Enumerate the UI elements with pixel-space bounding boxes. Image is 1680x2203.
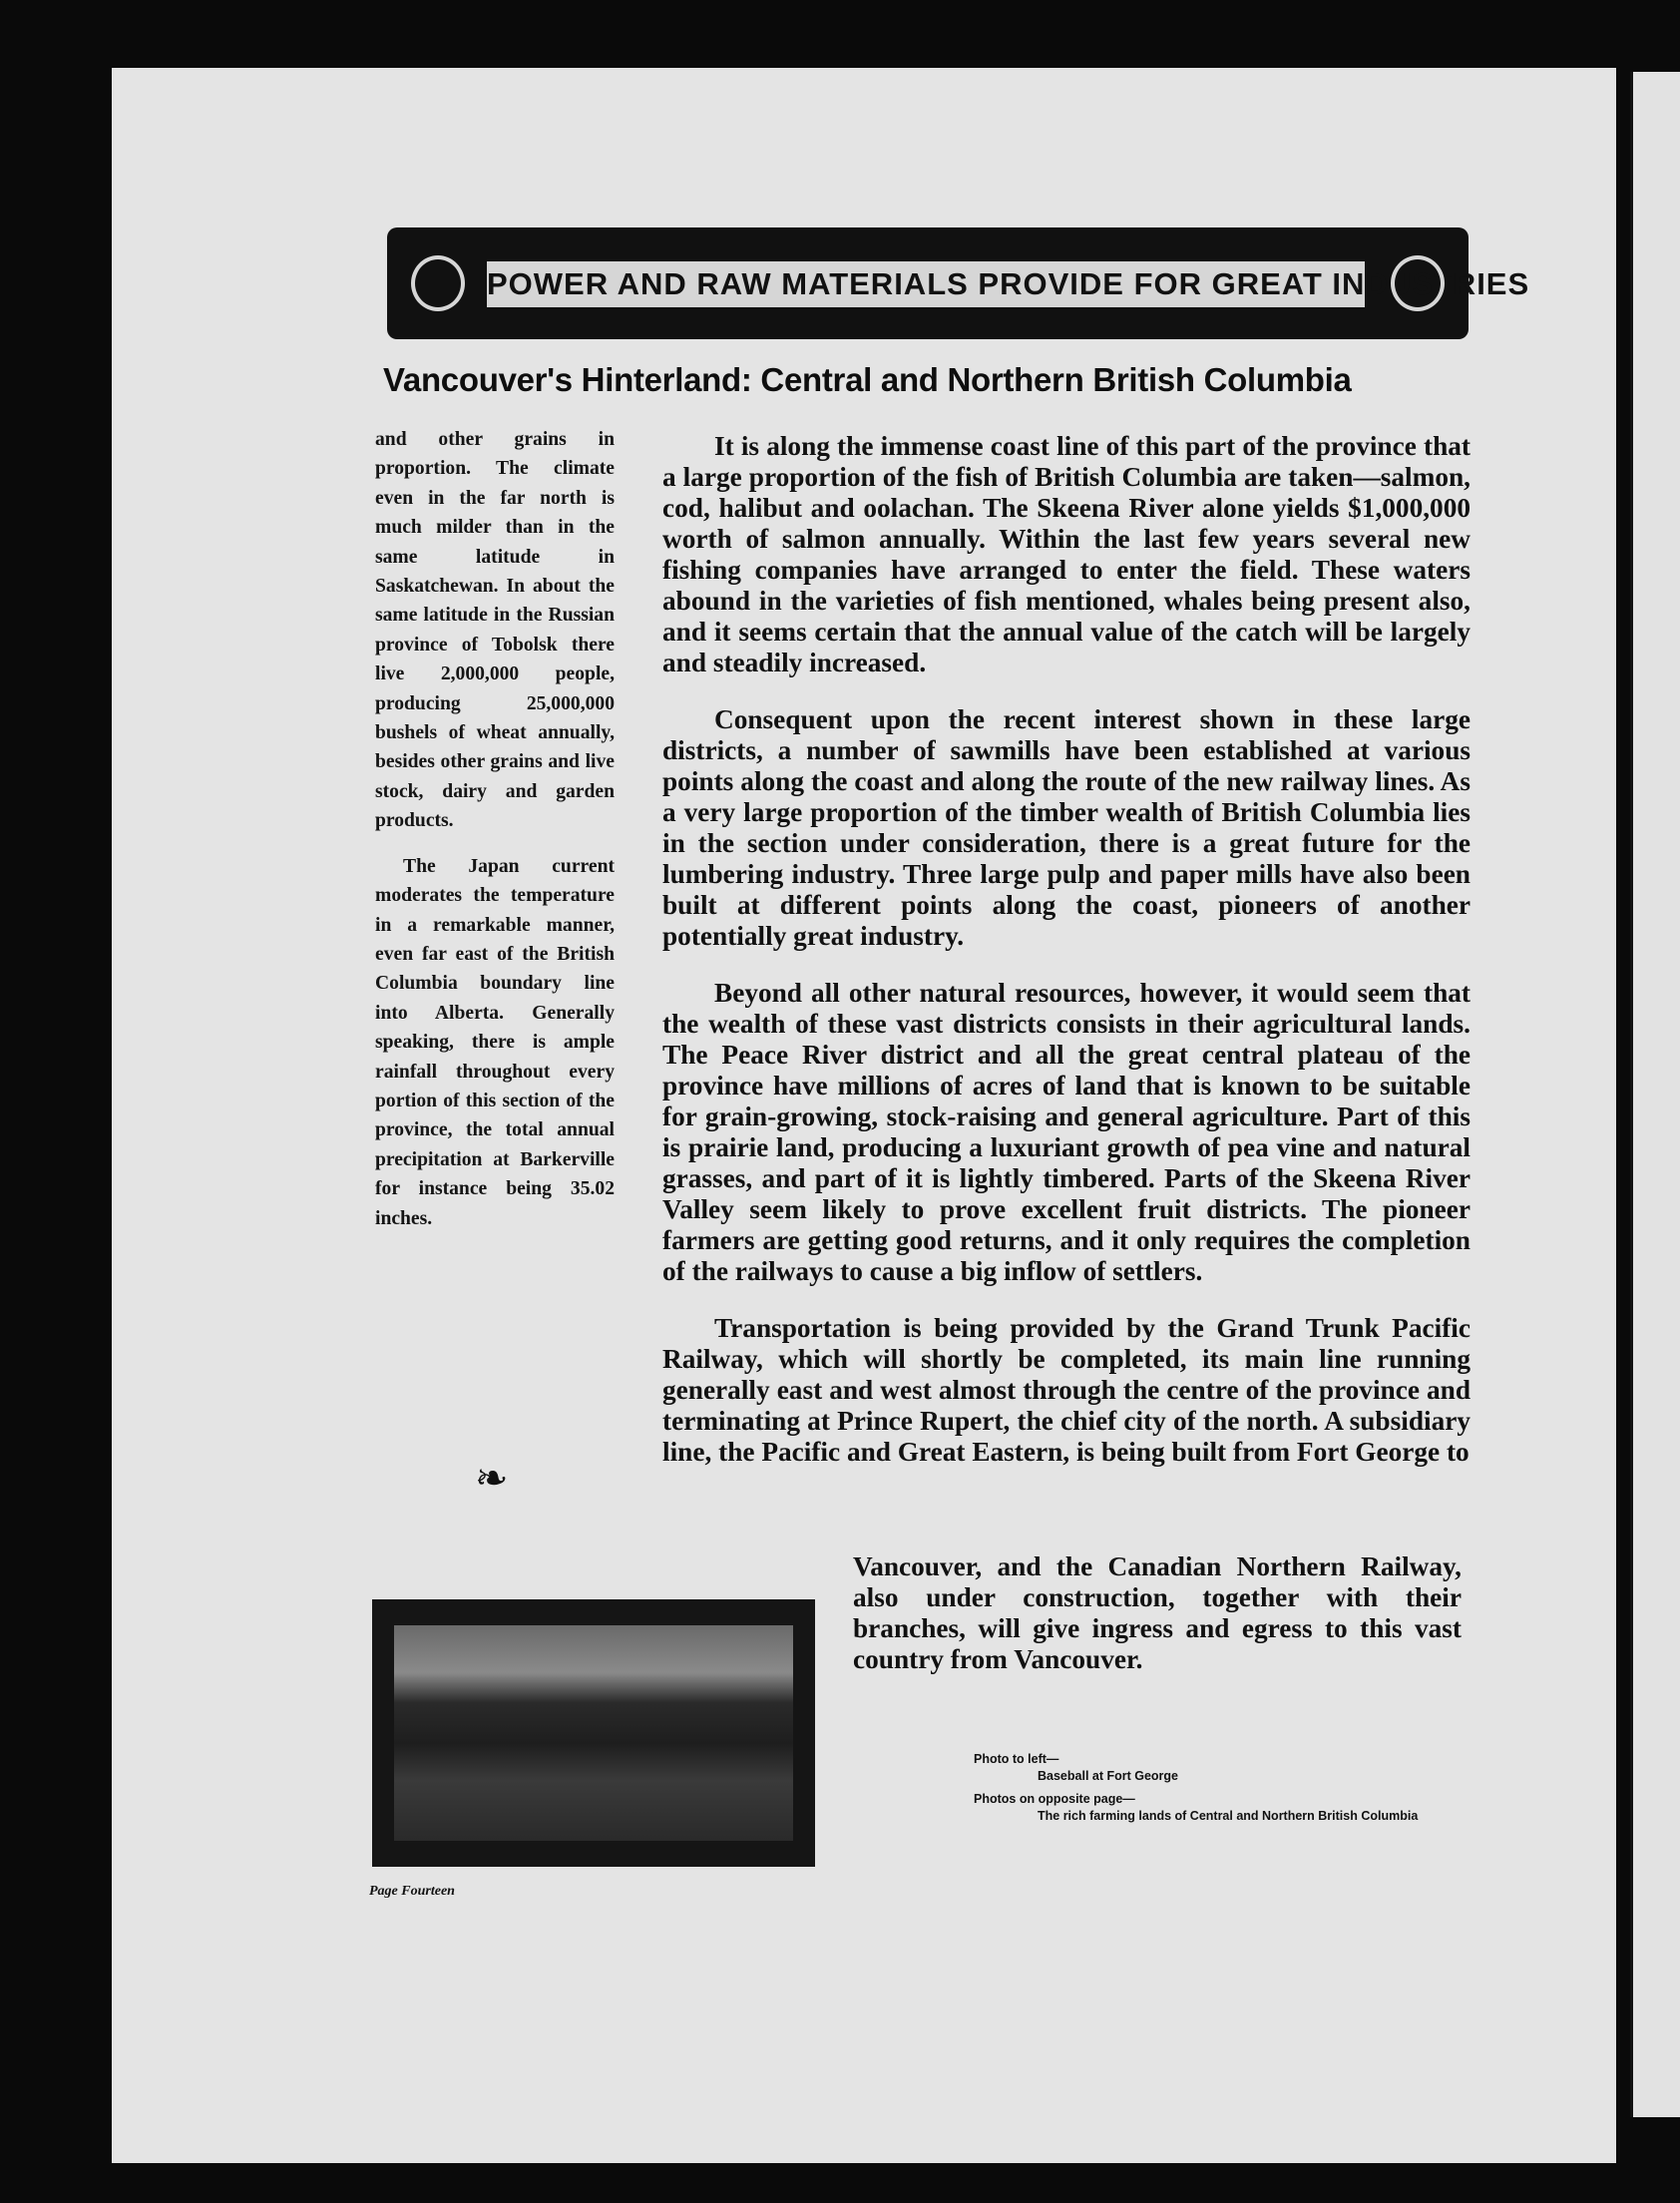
adjacent-page-edge bbox=[1630, 72, 1680, 2117]
caption-left-text: Baseball at Fort George bbox=[1038, 1769, 1179, 1783]
right-paragraph-4: Transportation is being provided by the Grand Trunk Pacific Railway, which will shortly be completed, its main line running generally east and west almost through the centre of the province and terminating at Prince Rupert, the chief city of the north. A subsidiary line, the Pacific and Great Eastern, is being built from Fort George to bbox=[662, 1313, 1470, 1467]
caption-left-label: Photo to left— bbox=[974, 1752, 1059, 1766]
right-text-continuation bbox=[853, 1551, 1462, 1675]
right-paragraph-1: It is along the immense coast line of this part of the province that a large proportion of the fish of British Columbia are taken—salmon, cod, halibut and oolachan. The Skeena River alone yields $1,000,000 worth of salmon annually. Within the last few years several new fishing companies have arranged to enter the field. These waters abound in the varieties of fish mentioned, whales being present also, and it seems certain that the annual value of the catch will be largely and steadily increased. bbox=[662, 431, 1470, 677]
right-paragraph-3: Beyond all other natural resources, however, it would seem that the wealth of these vast districts consists in their agricultural lands. The Peace River district and all the great central plateau of the province have millions of acres of land that is known to be suitable for grain-growing, stock-raising and general agriculture. Part of this is prairie land, producing a luxuriant growth of pea vine and natural grasses, and part of it is lightly timbered. Parts of the Skeena River Valley seem likely to prove excellent fruit districts. The pioneer farmers are getting good returns, and it only requires the completion of the railways to cause a big inflow of settlers. bbox=[662, 978, 1470, 1286]
photo-frame bbox=[372, 1599, 815, 1867]
page-number: Page Fourteen bbox=[369, 1884, 455, 1899]
left-text-column bbox=[375, 425, 615, 1249]
caption-opposite-text: The rich farming lands of Central and Northern British Columbia bbox=[1038, 1809, 1419, 1823]
right-paragraph-2: Consequent upon the recent interest shown in these large districts, a number of sawmills have been established at various points along the coast and along the route of the new railway lines. As a very large proportion of the timber wealth of British Columbia lies in the section under consideration, there is a great future for the lumbering industry. Three large pulp and paper mills have also been built at different points along the coast, pioneers of another potentially great industry. bbox=[662, 704, 1470, 951]
right-text-column bbox=[662, 431, 1470, 1494]
article-headline: Vancouver's Hinterland: Central and Northern British Columbia bbox=[383, 361, 1352, 398]
right-paragraph-4-continued: Vancouver, and the Canadian Northern Railway, also under construction, together with their branches, will give ingress and egress to this vast country from Vancouver. bbox=[853, 1551, 1462, 1674]
section-banner bbox=[387, 227, 1530, 339]
floral-fleuron-icon: ❧ bbox=[475, 1456, 509, 1501]
baseball-photo bbox=[394, 1625, 793, 1841]
banner-title: POWER AND RAW MATERIALS PROVIDE FOR GREAT INDUSTRIES bbox=[487, 261, 1365, 307]
left-paragraph-2: The Japan current moderates the temperature in a remarkable manner, even far east of the British Columbia boundary line into Alberta. Generally speaking, there is ample rainfall throughout every portion of this section of the province, the total annual precipitation at Barkerville for instance being 35.02 inches. bbox=[375, 855, 615, 1229]
photo-captions bbox=[974, 1751, 1472, 1831]
left-paragraph-1: and other grains in proportion. The climate even in the far north is much milder than in the same latitude in Saskatchewan. In about the same latitude in the Russian province of Tobolsk there live 2,000,000 people, producing 25,000,000 bushels of wheat annually, besides other grains and live stock, dairy and garden products. bbox=[375, 429, 615, 832]
scroll-ornament-right-icon bbox=[1391, 255, 1445, 311]
caption-opposite-label: Photos on opposite page— bbox=[974, 1792, 1135, 1806]
scroll-ornament-left-icon bbox=[411, 255, 465, 311]
